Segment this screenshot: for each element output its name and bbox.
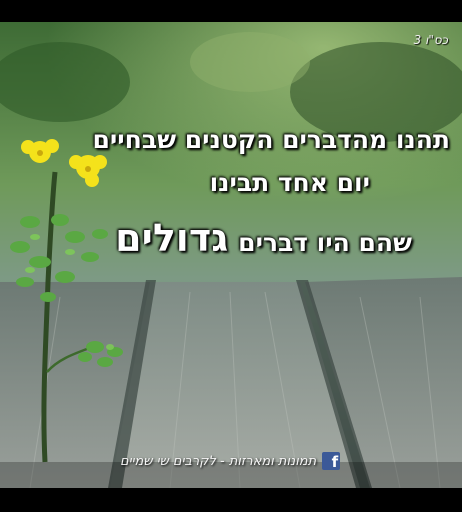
quote-line-3-emphasis: גדולים xyxy=(115,216,229,260)
credit-label: כס"ו 3 xyxy=(413,33,448,47)
quote-line-3 xyxy=(115,216,412,260)
footer-credit xyxy=(120,452,340,470)
quote-line-2: יום אחד תבינו xyxy=(209,168,370,197)
facebook-icon[interactable]: f xyxy=(322,452,340,470)
quote-line-1: תהנו מהדברים הקטנים שבחיים xyxy=(92,125,450,154)
quote-line-3-start: שהם היו דברים xyxy=(238,228,412,257)
footer-text: תמונות ומארזות - לקרבים שי שמיים xyxy=(120,453,317,469)
